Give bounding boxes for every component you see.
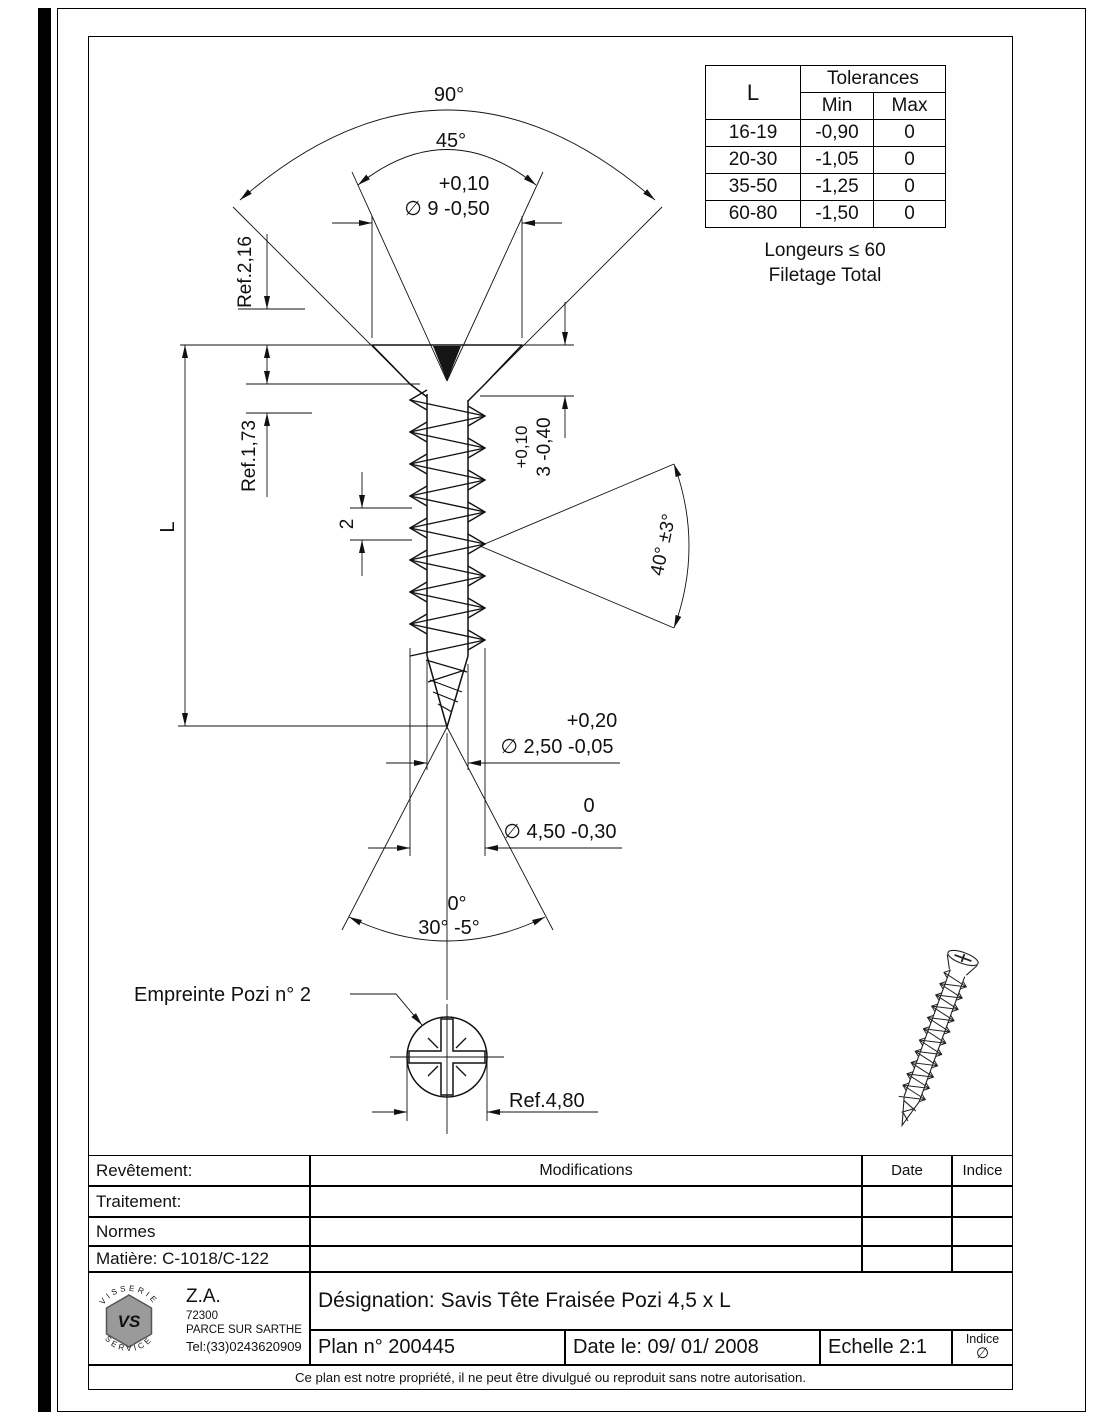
tol-cell: 20-30 bbox=[706, 147, 801, 174]
label-ref173: Ref.1,73 bbox=[239, 420, 260, 492]
label-outer-dia: ∅ 4,50 -0,30 bbox=[503, 821, 617, 843]
label-tip-angle: 30° -5° bbox=[418, 917, 480, 939]
label-pitch: 2 bbox=[337, 518, 358, 530]
echelle-value: Echelle 2:1 bbox=[828, 1336, 927, 1358]
tol-cell: 0 bbox=[874, 201, 946, 228]
tol-cell: 0 bbox=[874, 147, 946, 174]
logo-arc-bottom-text: SERVICE bbox=[103, 1334, 155, 1354]
length-notes bbox=[700, 238, 950, 288]
company-zip: 72300 bbox=[186, 1310, 218, 1322]
tol-cell: -1,05 bbox=[801, 147, 874, 174]
label-length-l: L bbox=[157, 521, 179, 533]
tol-header-min: Min bbox=[801, 93, 874, 120]
company-za: Z.A. bbox=[186, 1286, 221, 1307]
label-dia9-plus: +0,10 bbox=[438, 173, 490, 195]
label-tip-zero: 0° bbox=[447, 893, 467, 915]
revetement-cell bbox=[88, 1155, 310, 1186]
label-outer-zero: 0 bbox=[583, 795, 595, 817]
indice-row-cell bbox=[952, 1186, 1013, 1217]
modifications-row-cell bbox=[310, 1217, 862, 1246]
tip-threads bbox=[426, 660, 467, 712]
screw-iso-view bbox=[887, 947, 980, 1130]
company-tel: Tel:(33)0243620909 bbox=[186, 1339, 302, 1354]
date-row-cell bbox=[862, 1217, 952, 1246]
traitement-cell bbox=[88, 1186, 310, 1217]
indice-row-cell bbox=[952, 1217, 1013, 1246]
tol-cell: -0,90 bbox=[801, 120, 874, 147]
designation-text: Désignation: Savis Tête Fraisée Pozi 4,5 x L bbox=[318, 1289, 731, 1312]
label-ref216: Ref.2,16 bbox=[235, 236, 256, 308]
label-core-plus: +0,20 bbox=[566, 710, 618, 732]
indice-value-cell bbox=[952, 1330, 1013, 1365]
traitement-label: Traitement: bbox=[96, 1191, 182, 1211]
label-angle-90: 90° bbox=[433, 84, 465, 106]
modifications-label: Modifications bbox=[539, 1161, 633, 1179]
drawing-labels bbox=[134, 84, 680, 1112]
label-ref480: Ref.4,80 bbox=[509, 1090, 585, 1112]
label-depth3-plus: +0,10 bbox=[512, 425, 531, 469]
company-address bbox=[186, 1287, 302, 1353]
tol-cell: 0 bbox=[874, 120, 946, 147]
indice-small-label: Indice bbox=[965, 1332, 1000, 1347]
modifications-row-cell bbox=[310, 1186, 862, 1217]
plan-cell bbox=[310, 1330, 565, 1365]
company-city: PARCE SUR SARTHE bbox=[186, 1323, 302, 1336]
tol-cell: -1,50 bbox=[801, 201, 874, 228]
tol-header-tolerances: Tolerances bbox=[801, 66, 946, 93]
tol-cell: -1,25 bbox=[801, 174, 874, 201]
matiere-cell bbox=[88, 1246, 310, 1272]
tol-cell: 16-19 bbox=[706, 120, 801, 147]
echelle-cell bbox=[820, 1330, 952, 1365]
tol-header-max: Max bbox=[874, 93, 946, 120]
tol-cell: 60-80 bbox=[706, 201, 801, 228]
indice-label: Indice bbox=[962, 1162, 1003, 1179]
modifications-header-cell bbox=[310, 1155, 862, 1186]
label-core-dia: ∅ 2,50 -0,05 bbox=[500, 736, 614, 758]
date-row-cell bbox=[862, 1186, 952, 1217]
date-label: Date bbox=[891, 1162, 923, 1179]
matiere-label: Matière: C-1018/C-122 bbox=[96, 1249, 269, 1268]
footer-note-cell bbox=[88, 1365, 1013, 1390]
tol-cell: 35-50 bbox=[706, 174, 801, 201]
note-longueurs: Longeurs ≤ 60 bbox=[764, 240, 886, 261]
note-filetage: Filetage Total bbox=[768, 265, 882, 286]
tol-header-l: L bbox=[706, 66, 801, 120]
label-angle-45: 45° bbox=[435, 130, 467, 152]
modifications-row-cell bbox=[310, 1246, 862, 1272]
indice-empty-symbol: ∅ bbox=[975, 1345, 990, 1363]
label-flank-angle: 40° ±3° bbox=[646, 512, 681, 578]
revetement-label: Revêtement: bbox=[96, 1160, 193, 1180]
label-dia9: ∅ 9 -0,50 bbox=[404, 198, 490, 220]
logo-arc-top-text: VISSERIE bbox=[97, 1283, 161, 1307]
tol-cell: 0 bbox=[874, 174, 946, 201]
recess-section-fill bbox=[433, 346, 461, 381]
normes-label: Normes bbox=[96, 1221, 156, 1241]
date-value: Date le: 09/ 01/ 2008 bbox=[573, 1336, 759, 1358]
normes-cell bbox=[88, 1217, 310, 1246]
date-le-cell bbox=[565, 1330, 820, 1365]
date-row-cell bbox=[862, 1246, 952, 1272]
logo-initials: VS bbox=[117, 1312, 141, 1331]
label-empreinte: Empreinte Pozi n° 2 bbox=[134, 984, 311, 1006]
indice-row-cell bbox=[952, 1246, 1013, 1272]
plan-number: Plan n° 200445 bbox=[318, 1336, 456, 1358]
date-header-cell bbox=[862, 1155, 952, 1186]
footer-note: Ce plan est notre propriété, il ne peut être divulgué ou reproduit sans notre autorisation. bbox=[295, 1370, 806, 1385]
tolerance-table bbox=[705, 65, 946, 228]
designation-cell bbox=[310, 1272, 1013, 1330]
indice-header-cell bbox=[952, 1155, 1013, 1186]
company-logo bbox=[94, 1276, 174, 1364]
thread-turns bbox=[410, 390, 485, 656]
label-depth3: 3 -0,40 bbox=[534, 417, 555, 477]
